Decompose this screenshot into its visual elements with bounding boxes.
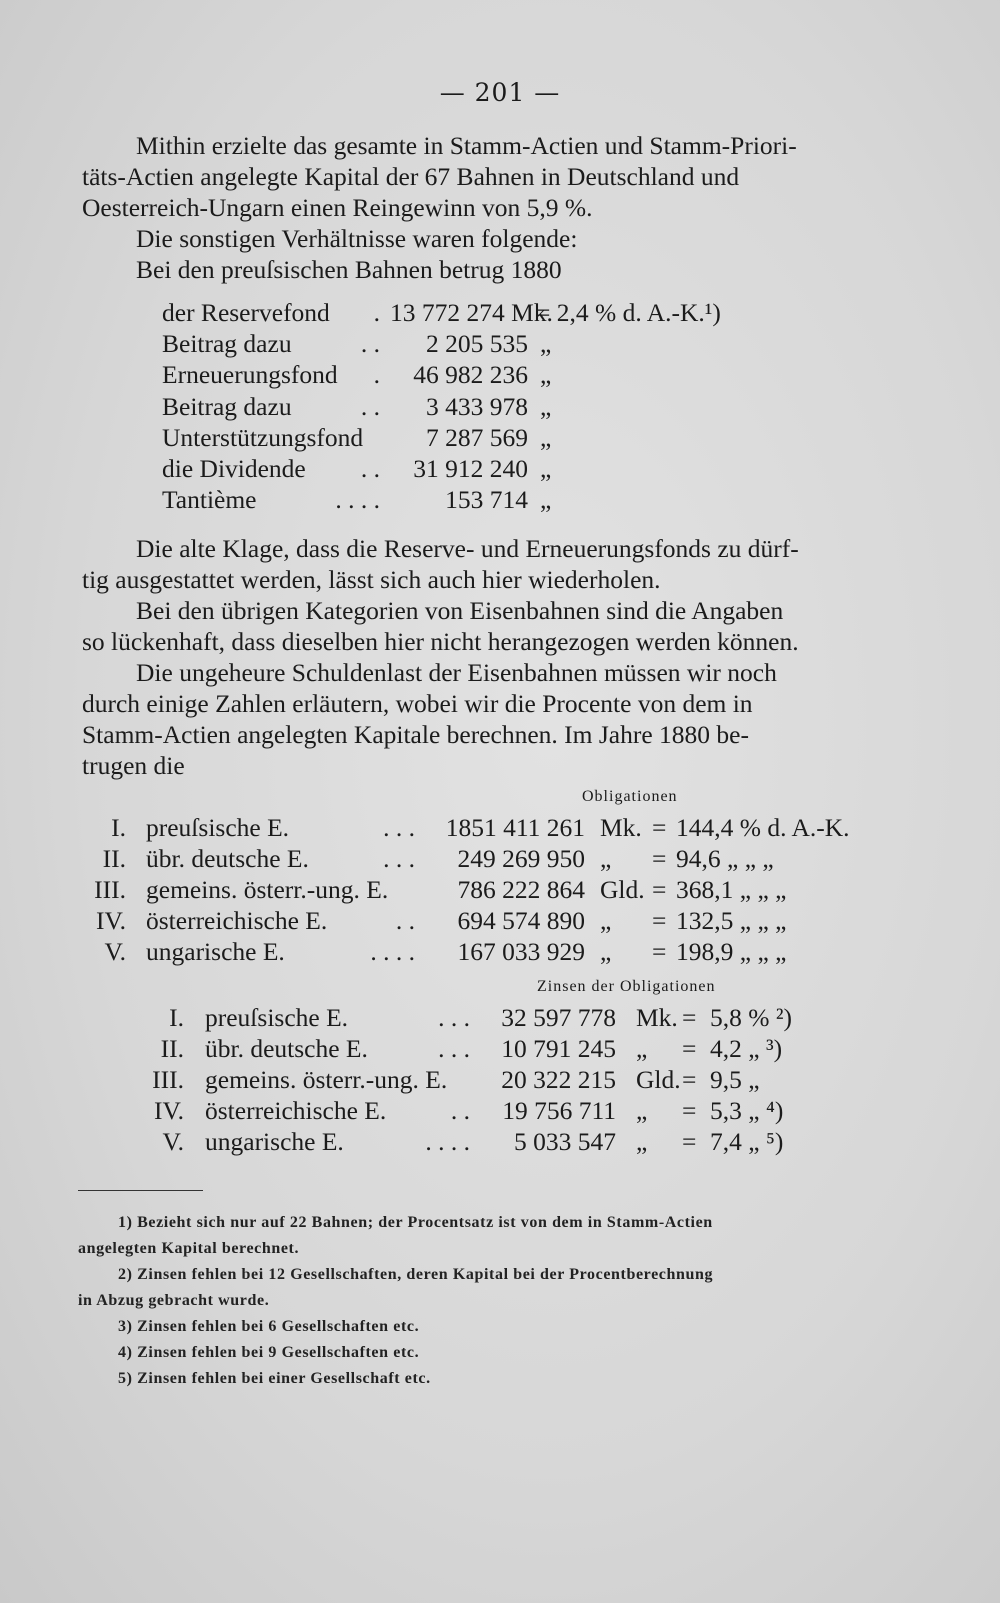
row-number: V. [104,937,126,966]
row-equals: = [652,875,667,904]
row-note: „ [540,485,552,515]
row-label: Beitrag dazu [162,329,292,359]
row-label: ungarische E. [205,1127,344,1156]
obligations-heading: Obligationen [582,788,678,805]
row-note: „ [540,391,552,421]
text-line: so lückenhaft, dass dieselben hier nicht herangezogen werden können. [82,627,799,656]
row-number: IV. [154,1096,184,1125]
table-row [0,454,1000,485]
text-line: Die sonstigen Verhältnisse waren folgende: [136,224,578,253]
row-dots: . . [360,329,380,359]
row-note: „ [540,360,552,390]
row-dots: . . [360,454,380,483]
row-number: V. [162,1127,184,1156]
row-label: Beitrag dazu [162,391,292,421]
row-unit: Gld. [600,875,645,904]
table-row [0,813,1000,844]
row-equals: = [652,906,667,935]
row-note: „ [540,454,552,483]
row-label: der Reservefond [162,298,330,327]
text-line: Stamm-Actien angelegten Kapitale berechnen. Im Jahre 1880 be- [82,720,749,749]
row-percent: 5,8 % ²) [710,1003,793,1032]
footnote-rule [78,1190,203,1191]
row-value: 5 033 547 [514,1127,616,1156]
row-dots: . . . . [335,485,380,515]
row-label: übr. deutsche E. [146,844,309,873]
row-label: gemeins. österr.-ung. E. [146,875,389,904]
footnote-line: 4) Zinsen fehlen bei 9 Gesellschaften etc. [118,1344,420,1361]
row-unit: Mk. [636,1003,678,1032]
footnote-line: 1) Bezieht sich nur auf 22 Bahnen; der Procentsatz ist von dem in Stamm-Actien [118,1214,713,1231]
row-unit: Gld. [636,1065,681,1094]
row-dots: . . . [438,1003,470,1032]
row-value: 3 433 978 [426,391,528,421]
row-unit: „ [600,844,612,873]
row-percent: 144,4 % d. A.-K. [676,813,850,842]
footnote-line: 2) Zinsen fehlen bei 12 Gesellschaften, deren Kapital bei der Procentberechnung [118,1266,714,1283]
table-row [0,1127,1000,1158]
row-unit: „ [636,1034,648,1063]
table-row [0,423,1000,454]
row-dots: . . [395,906,415,935]
text-line: Bei den übrigen Kategorien von Eisenbahnen sind die Angaben [136,596,784,625]
row-value: 153 714 [445,485,528,515]
row-label: Erneuerungsfond [162,360,338,390]
row-value: 32 597 778 [501,1003,616,1032]
row-dots: . [373,298,380,327]
row-equals: = [652,844,667,873]
text-line: durch einige Zahlen erläutern, wobei wir die Procente von dem in [82,689,753,718]
row-equals: = [682,1034,697,1063]
row-number: I. [111,813,126,842]
row-label: österreichische E. [205,1096,387,1125]
table-row [0,1034,1000,1065]
row-number: I. [169,1003,184,1032]
row-value: 694 574 890 [457,906,585,935]
table-row [0,1003,1000,1034]
footnote-line: 5) Zinsen fehlen bei einer Gesellschaft etc. [118,1370,431,1387]
table-row [0,1065,1000,1096]
row-equals: = [682,1096,697,1125]
page-number: — 201 — [439,78,561,107]
row-value: 13 772 274 Mk. [390,298,553,327]
table-row [0,937,1000,968]
row-value: 249 269 950 [457,844,585,873]
row-percent: 94,6 „ „ „ [676,844,774,873]
row-note: = 2,4 % d. A.-K.¹) [536,298,721,327]
row-number: II. [102,844,126,873]
text-line: Bei den preuſsischen Bahnen betrug 1880 [136,255,562,284]
row-equals: = [682,1065,697,1094]
text-line: täts-Actien angelegte Kapital der 67 Bahnen in Deutschland und [82,162,740,191]
row-percent: 368,1 „ „ „ [676,875,787,904]
row-label: die Dividende [162,454,306,483]
row-dots: . . . . [370,937,415,966]
row-note: „ [540,422,552,452]
row-value: 46 982 236 [413,360,528,390]
row-number: III. [94,875,126,904]
row-percent: 4,2 „ ³) [710,1034,783,1063]
table-row [0,875,1000,906]
row-percent: 5,3 „ ⁴) [710,1096,784,1125]
text-line: trugen die [82,751,185,780]
row-dots: . [373,360,380,390]
row-label: Tantième [162,485,257,515]
row-dots: . . . [383,844,415,873]
row-equals: = [682,1127,697,1156]
footnotes [78,1210,880,1392]
row-dots: . . . [383,813,415,842]
row-value: 167 033 929 [457,937,585,966]
intro-paragraph [82,130,882,285]
text-line: Die ungeheure Schuldenlast der Eisenbahnen müssen wir noch [136,658,777,687]
row-label: österreichische E. [146,906,328,935]
row-note: „ [540,329,552,359]
row-dots: . . . . [425,1127,470,1156]
row-label: Unterstützungsfond [162,422,364,452]
footnote-line: 3) Zinsen fehlen bei 6 Gesellschaften etc. [118,1318,420,1335]
table-row [0,906,1000,937]
row-percent: 198,9 „ „ „ [676,937,787,966]
table-row [0,485,1000,516]
row-number: III. [152,1065,184,1094]
row-label: ungarische E. [146,937,285,966]
row-unit: „ [636,1127,648,1156]
text-line: Oesterreich-Ungarn einen Reingewinn von 5,9 %. [82,193,593,222]
text-line: Die alte Klage, dass die Reserve- und Erneuerungsfonds zu dürf- [136,534,799,563]
row-dots: . . [360,391,380,421]
row-percent: 7,4 „ ⁵) [710,1127,784,1156]
footnote-line: angelegten Kapital berechnet. [78,1240,300,1257]
row-unit: „ [600,906,612,935]
table-row [0,844,1000,875]
row-number: IV. [96,906,126,935]
middle-paragraphs [82,533,882,781]
row-value: 19 756 711 [502,1096,616,1125]
row-equals: = [652,937,667,966]
row-percent: 9,5 „ [710,1065,760,1094]
row-value: 10 791 245 [501,1034,616,1063]
row-value: 20 322 215 [501,1065,616,1094]
row-percent: 132,5 „ „ „ [676,906,787,935]
row-value: 2 205 535 [426,329,528,359]
table-row [0,329,1000,360]
row-unit: „ [600,937,612,966]
row-label: übr. deutsche E. [205,1034,368,1063]
table-row [0,360,1000,391]
table-row [0,392,1000,423]
row-value: 31 912 240 [413,454,528,483]
footnote-line: in Abzug gebracht wurde. [78,1292,270,1309]
row-label: preuſsische E. [146,813,290,842]
table-row [0,298,1000,329]
row-label: gemeins. österr.-ung. E. [205,1065,448,1094]
row-value: 1851 411 261 [445,813,585,842]
interest-heading: Zinsen der Obligationen [537,978,716,995]
table-row [0,1096,1000,1127]
row-value: 786 222 864 [457,875,585,904]
row-equals: = [682,1003,697,1032]
row-unit: Mk. [600,813,642,842]
text-line: tig ausgestattet werden, lässt sich auch hier wiederholen. [82,565,661,594]
row-dots: . . . [438,1034,470,1063]
row-unit: „ [636,1096,648,1125]
row-dots: . . [450,1096,470,1125]
row-equals: = [652,813,667,842]
row-label: preuſsische E. [205,1003,349,1032]
row-value: 7 287 569 [426,422,528,452]
text-line: Mithin erzielte das gesamte in Stamm-Actien und Stamm-Priori- [136,131,797,160]
row-number: II. [160,1034,184,1063]
